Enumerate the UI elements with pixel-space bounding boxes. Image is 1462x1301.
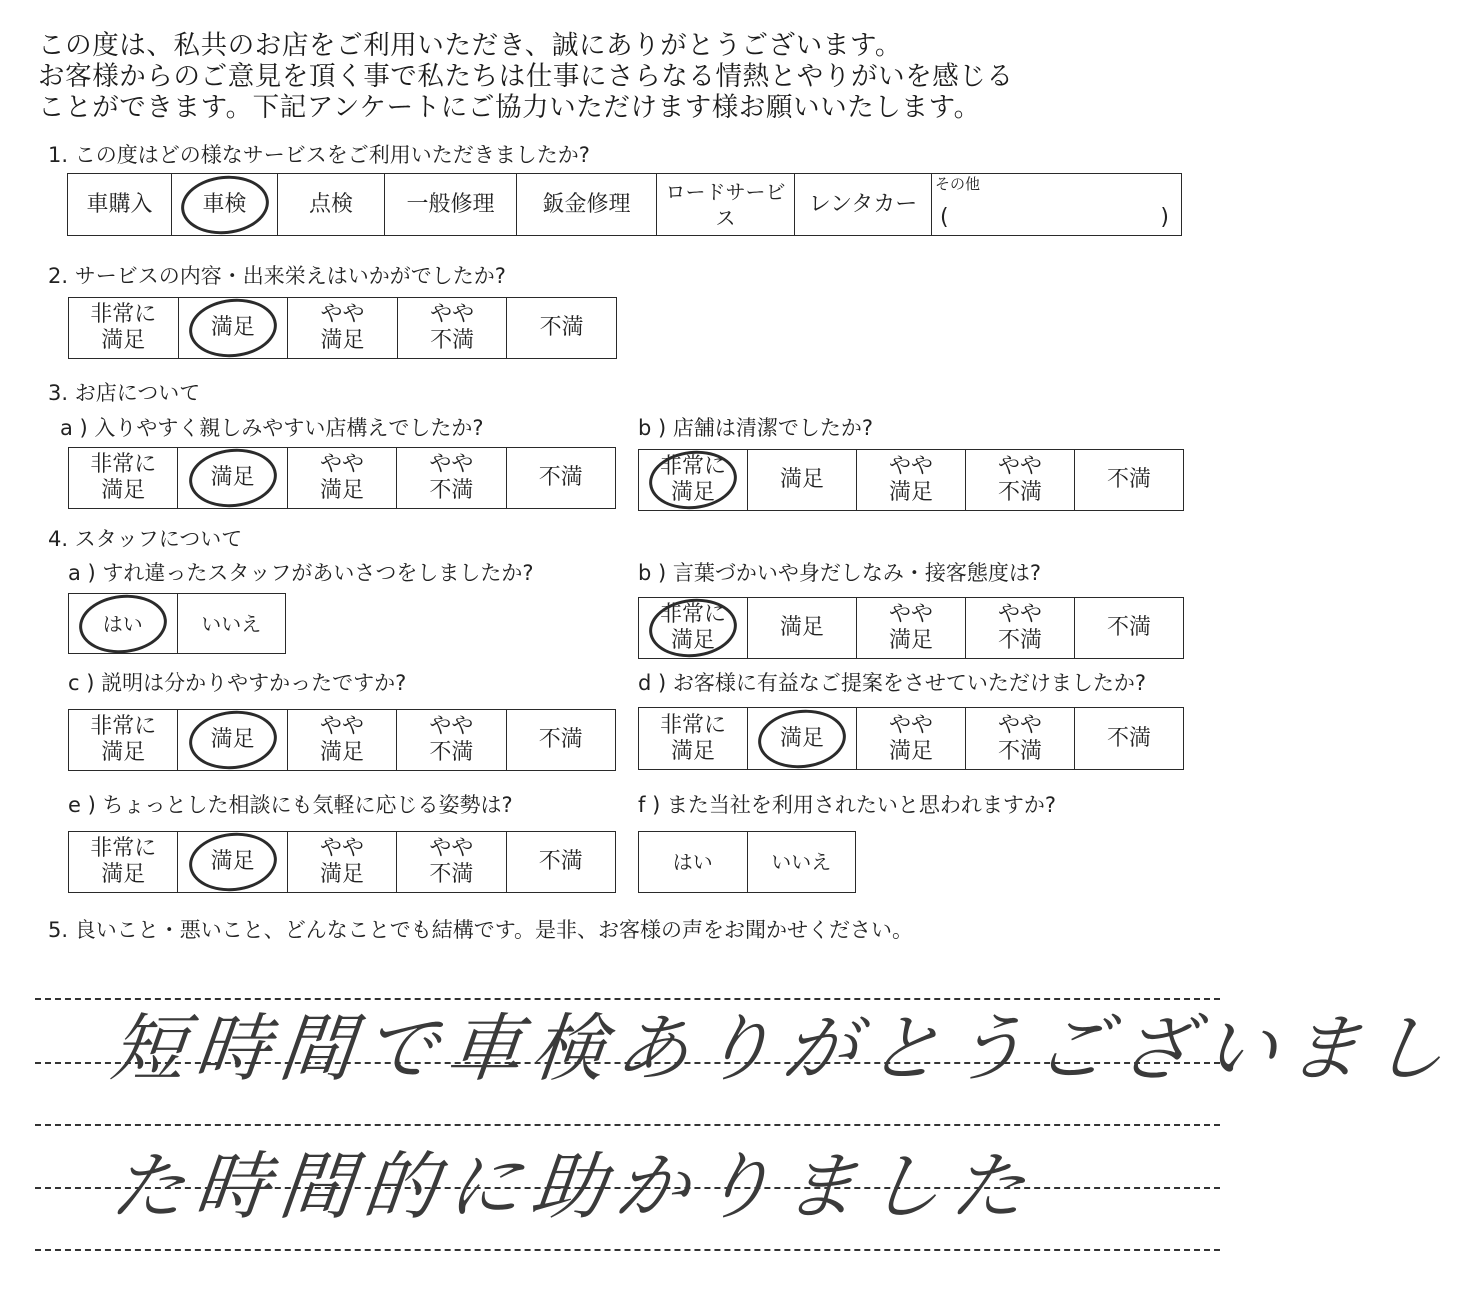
q4d-option[interactable]: やや 不満 [966, 708, 1075, 770]
q3a-option[interactable]: やや 不満 [397, 448, 506, 509]
q4a-question: a ) すれ違ったスタッフがあいさつをしましたか? [68, 561, 534, 585]
q1-other-label: その他 [935, 175, 981, 193]
q3a-options [68, 447, 616, 509]
intro-line-2: お客様からのご意見を頂く事で私たちは仕事にさらなる情熱とやりがいを感じる [38, 61, 1014, 92]
q4b-option[interactable]: 満足 [748, 598, 857, 659]
q4a-options [68, 593, 286, 654]
q4c-option[interactable]: やや 満足 [287, 710, 396, 771]
q3b-options [638, 449, 1184, 511]
q4e-option[interactable]: やや 不満 [397, 832, 506, 893]
q3a-option[interactable]: 不満 [506, 448, 615, 509]
q2-option[interactable]: やや 満足 [288, 298, 398, 359]
q1-other-field[interactable]: その他 ( ) [932, 174, 1182, 236]
q3b-option[interactable]: 満足 [748, 450, 857, 511]
q5-question: 5. 良いこと・悪いこと、どんなことでも結構です。是非、お客様の声をお聞かせください。 [48, 918, 914, 942]
q3b-question: b ) 店舗は清潔でしたか? [638, 416, 874, 440]
q3a-option[interactable]: 非常に 満足 [69, 448, 178, 509]
q4f-option[interactable]: いいえ [747, 832, 856, 893]
q1-option[interactable]: 車検 [172, 174, 278, 236]
q4b-option[interactable]: 不満 [1075, 598, 1184, 659]
q2-option[interactable]: 不満 [507, 298, 617, 359]
q2-option[interactable]: やや 不満 [397, 298, 507, 359]
q4e-option[interactable]: 不満 [506, 832, 615, 893]
q4e-options [68, 831, 616, 893]
q4d-options [638, 707, 1184, 770]
q3a-question: a ) 入りやすく親しみやすい店構えでしたか? [60, 416, 484, 440]
comment-line [35, 1249, 1220, 1251]
q3b-option[interactable]: 非常に 満足 [639, 450, 748, 511]
q4f-options [638, 831, 856, 893]
q1-option[interactable]: 鈑金修理 [517, 174, 657, 236]
q1-question: 1. この度はどの様なサービスをご利用いただきましたか? [48, 143, 590, 167]
q4f-option[interactable]: はい [639, 832, 748, 893]
q4e-question: e ) ちょっとした相談にも気軽に応じる姿勢は? [68, 793, 513, 817]
q4a-option[interactable]: いいえ [177, 594, 286, 654]
q4b-option[interactable]: やや 満足 [857, 598, 966, 659]
q4b-option[interactable]: やや 不満 [966, 598, 1075, 659]
comment-line [35, 1124, 1220, 1126]
intro-line-1: この度は、私共のお店をご利用いただき、誠にありがとうございます。 [38, 30, 903, 61]
intro-line-3: ことができます。下記アンケートにご協力いただけます様お願いいたします。 [38, 92, 981, 123]
q4e-option[interactable]: 非常に 満足 [69, 832, 178, 893]
q2-option[interactable]: 非常に 満足 [69, 298, 179, 359]
q1-option[interactable]: 点検 [278, 174, 385, 236]
q4c-option[interactable]: 不満 [506, 710, 615, 771]
q4c-question: c ) 説明は分かりやすかったですか? [68, 671, 407, 695]
q4c-option[interactable]: 非常に 満足 [69, 710, 178, 771]
handwritten-comment-line-1: 短時間で車検ありがとうございまし [106, 1006, 1460, 1092]
q4d-option[interactable]: 満足 [748, 708, 857, 770]
q3b-option[interactable]: やや 満足 [857, 450, 966, 511]
q2-options [68, 297, 617, 359]
q4-heading: 4. スタッフについて [48, 527, 243, 551]
q2-question: 2. サービスの内容・出来栄えはいかがでしたか? [48, 264, 506, 288]
intro-text [38, 30, 1238, 123]
q1-option[interactable]: レンタカー [795, 174, 932, 236]
q4b-options [638, 597, 1184, 659]
q4e-option[interactable]: 満足 [178, 832, 287, 893]
q3b-option[interactable]: やや 不満 [966, 450, 1075, 511]
q4b-question: b ) 言葉づかいや身だしなみ・接客態度は? [638, 561, 1042, 585]
q3-heading: 3. お店について [48, 381, 201, 405]
q3b-option[interactable]: 不満 [1075, 450, 1184, 511]
q4d-option[interactable]: 不満 [1075, 708, 1184, 770]
q1-option[interactable]: 車購入 [68, 174, 172, 236]
q4c-option[interactable]: やや 不満 [397, 710, 506, 771]
q4f-question: f ) また当社を利用されたいと思われますか? [638, 793, 1057, 817]
q4d-option[interactable]: やや 満足 [857, 708, 966, 770]
q1-option[interactable]: ロードサービス [657, 174, 795, 236]
q4a-option[interactable]: はい [69, 594, 178, 654]
q3a-option[interactable]: 満足 [178, 448, 287, 509]
q1-options [67, 173, 1182, 236]
q4d-option[interactable]: 非常に 満足 [639, 708, 748, 770]
q4c-options [68, 709, 616, 771]
q4b-option[interactable]: 非常に 満足 [639, 598, 748, 659]
q4d-question: d ) お客様に有益なご提案をさせていただけましたか? [638, 671, 1147, 695]
q1-option[interactable]: 一般修理 [385, 174, 517, 236]
q2-option[interactable]: 満足 [178, 298, 288, 359]
handwritten-comment-line-2: た時間的に助かりました [106, 1144, 1040, 1230]
q3a-option[interactable]: やや 満足 [287, 448, 396, 509]
q4c-option[interactable]: 満足 [178, 710, 287, 771]
q4e-option[interactable]: やや 満足 [287, 832, 396, 893]
